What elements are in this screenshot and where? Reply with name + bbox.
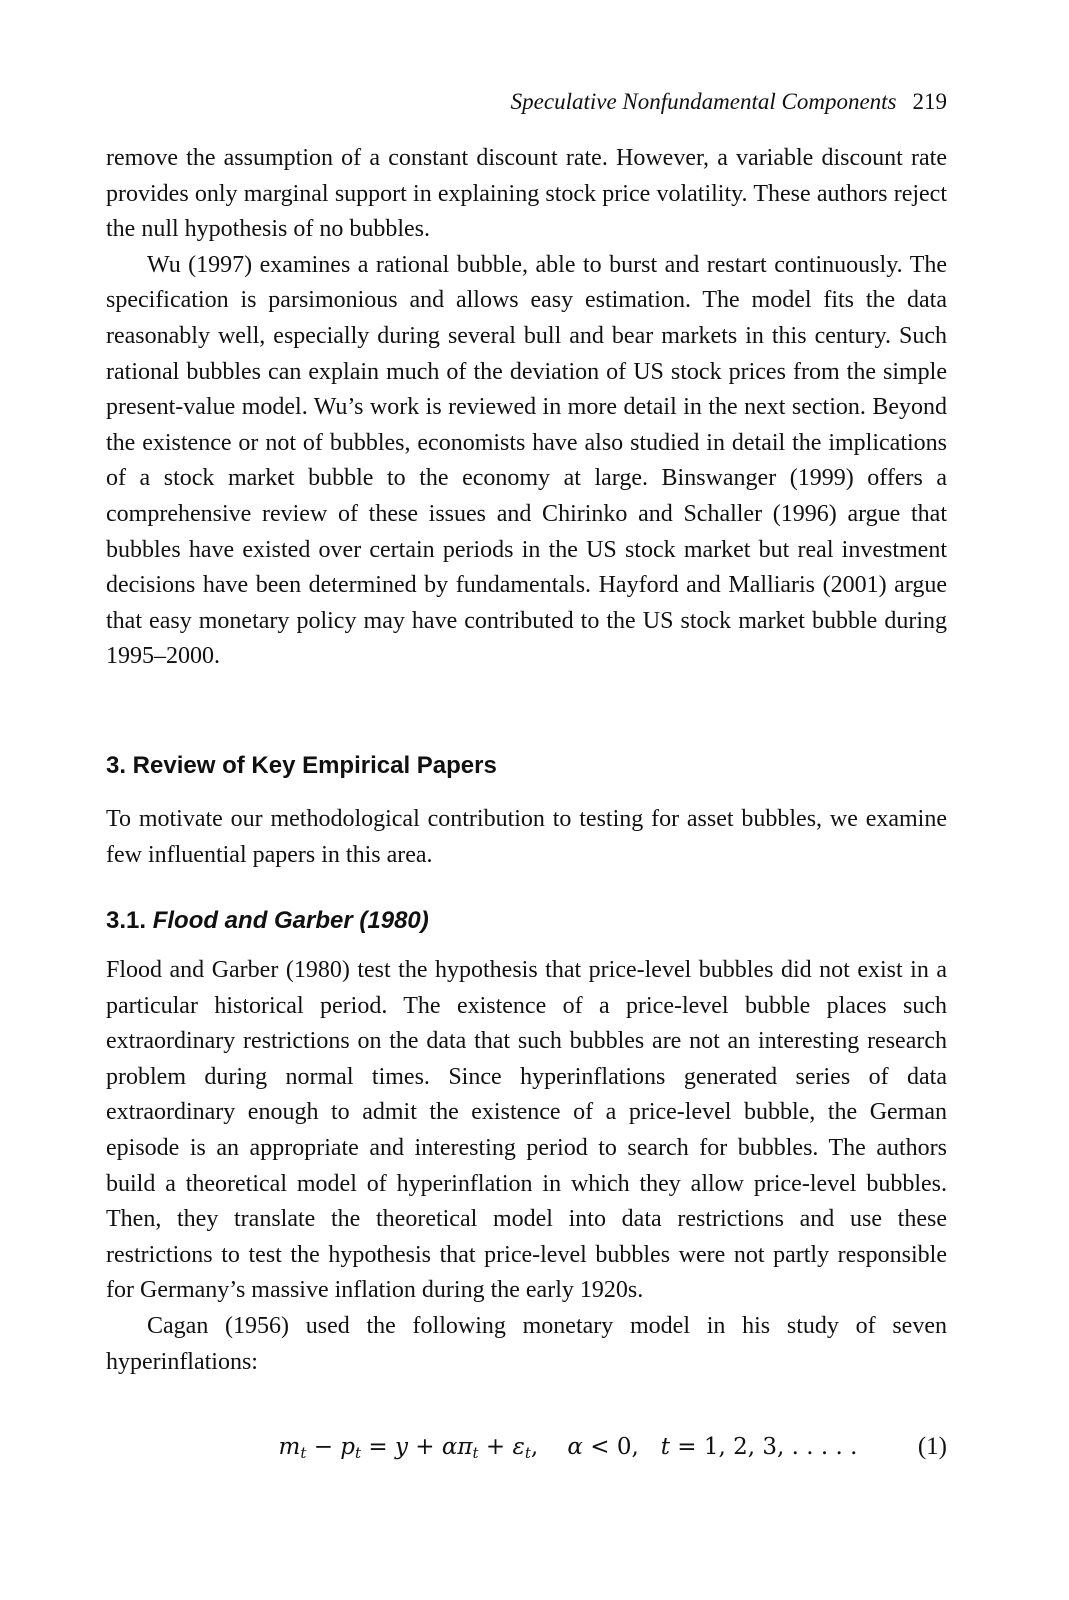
paragraph-continuation: remove the assumption of a constant discount rate. However, a variable discount rate provides only marginal support in explaining stock price volatility. These authors reject the null hypothesis of no bubbles. [106, 145, 947, 243]
body-block-section3 [106, 802, 947, 873]
paragraph-flood-garber: Flood and Garber (1980) test the hypothesis that price-level bubbles did not exist in a particular historical period. The existence of a price-level bubble places such extraordinary restrictions on the data that such bubbles are not an interesting research problem during normal times. Since hyperinflations generated series of data extraordinary enough to admit the existence of a price-level bubble, the German episode is an appropriate and interesting period to search for bubbles. The authors build a theoretical model of hyperinflation in which they allow price-level bubbles. Then, they translate the theoretical model into data restrictions and use these restrictions to test the hypothesis that price-level bubbles were not partly responsible for Germany’s massive inflation during the early 1920s. [106, 957, 947, 1304]
equation-number: (1) [917, 1433, 947, 1460]
subsection-heading-3-1 [106, 905, 429, 937]
equation-1 [106, 1430, 947, 1464]
body-block-top [106, 141, 947, 675]
body-block-section31 [106, 953, 947, 1380]
subsection-title: Flood and Garber (1980) [152, 907, 429, 934]
page-number: 219 [912, 89, 947, 114]
running-head [511, 87, 947, 117]
subsection-number: 3.1. [106, 907, 147, 934]
section-heading-3: 3. Review of Key Empirical Papers [106, 752, 497, 779]
running-head-title: Speculative Nonfundamental Components [510, 89, 897, 114]
paragraph-wu: Wu (1997) examines a rational bubble, able to burst and restart continuously. The specification is parsimonious and allows easy estimation. The model fits the data reasonably well, especially during several bull and bear markets in this century. Such rational bubbles can explain much of the deviation of US stock prices from the simple present-value model. Wu’s work is reviewed in more detail in the next section. Beyond the existence or not of bubbles, economists have also studied in detail the implications of a stock market bubble to the economy at large. Binswanger (1999) offers a comprehensive review of these issues and Chirinko and Schaller (1996) argue that bubbles have existed over certain periods in the US stock market but real investment decisions have been determined by fundamentals. Hayford and Malliaris (2001) argue that easy monetary policy may have contributed to the US stock market bubble during 1995–2000. [106, 251, 947, 670]
paragraph-cagan: Cagan (1956) used the following monetary model in his study of seven hyperinflations: [106, 1312, 947, 1375]
paragraph-motivation: To motivate our methodological contribution to testing for asset bubbles, we examine few influential papers in this area. [106, 806, 947, 868]
equation-body: $m_t - p_t = y + \alpha\pi_t + \varepsilon_t$, α < 0, t = 1, 2, 3, . . . . . [278, 1434, 858, 1462]
